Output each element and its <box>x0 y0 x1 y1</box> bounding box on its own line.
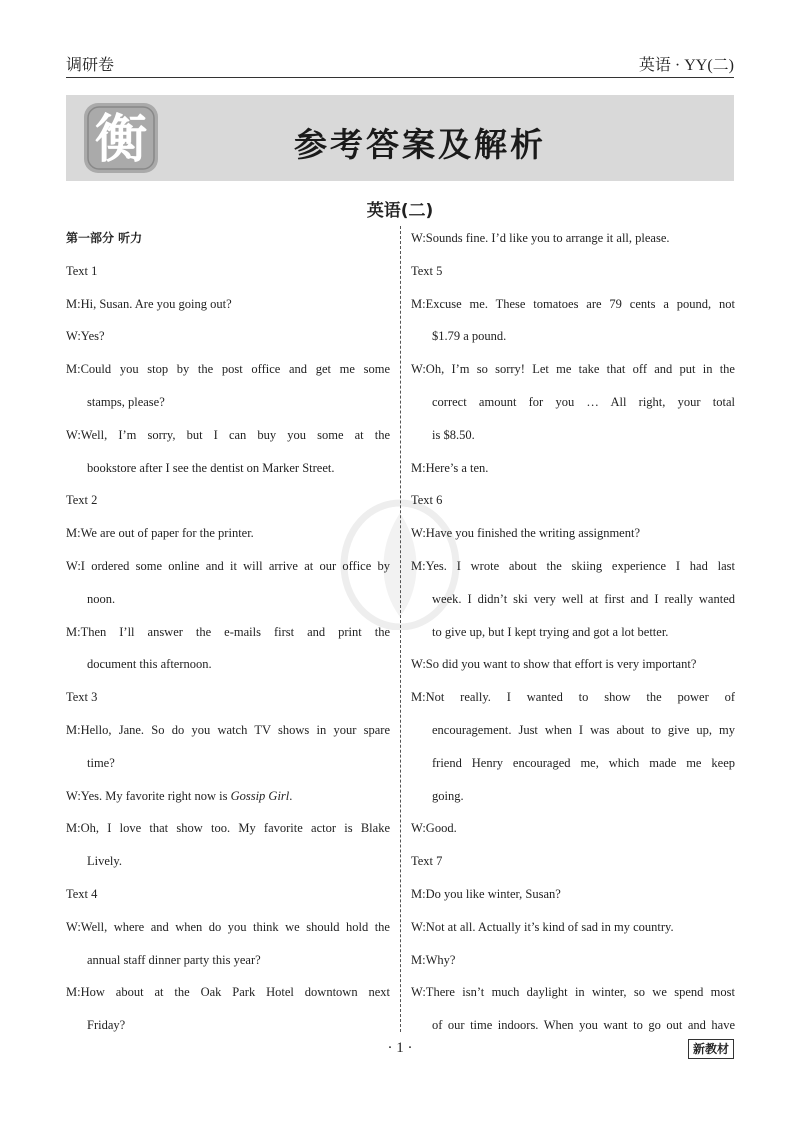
dialogue-line: bookstore after I see the dentist on Marker Street. <box>87 460 335 475</box>
dialogue-line <box>66 782 390 815</box>
dialogue-line: W:Good. <box>411 821 457 836</box>
dialogue-line: M:Then I’ll answer the e-mails first and print the <box>66 624 390 639</box>
dialogue-line: annual staff dinner party this year? <box>87 952 261 967</box>
dialogue-line: W:Well, where and when do you think we should hold the <box>66 919 390 934</box>
page-header <box>66 50 734 78</box>
title-banner <box>66 95 734 181</box>
svg-text:衡: 衡 <box>94 109 148 170</box>
dialogue-line: W:Oh, I’m so sorry! Let me take that off and put in the <box>411 362 735 377</box>
dialogue-line: going. <box>432 788 464 803</box>
dialogue-line: M:How about at the Oak Park Hotel downtown next <box>66 985 390 1000</box>
document-title: 英语(二) <box>366 201 434 221</box>
dialogue-line: encouragement. Just when I was about to give up, my <box>432 722 735 737</box>
dialogue-line: W:So did you want to show that effort is very important? <box>411 657 697 672</box>
dialogue-line: W:Well, I’m sorry, but I can buy you some at the <box>66 427 390 442</box>
text-label: Text 3 <box>66 690 98 705</box>
text-label: Text 5 <box>411 263 443 278</box>
dialogue-line: correct amount for you … All right, your total <box>432 394 735 409</box>
dialogue-line: M:Here’s a ten. <box>411 460 489 475</box>
dialogue-line: of our time indoors. When you want to go out and have <box>432 1018 735 1033</box>
dialogue-line: M:Not really. I wanted to show the power of <box>411 690 735 705</box>
dialogue-line: M:Yes. I wrote about the skiing experience I had last <box>411 558 735 573</box>
header-rule <box>66 77 734 78</box>
dialogue-line: M:Hi, Susan. Are you going out? <box>66 296 232 311</box>
dialogue-line: week. I didn’t ski very well at first and I really wanted <box>432 591 735 606</box>
dialogue-line: is $8.50. <box>432 427 475 442</box>
dialogue-line: W:There isn’t much daylight in winter, so we spend most <box>411 985 735 1000</box>
page-number: · 1 · <box>387 1040 413 1056</box>
dialogue-line: W:Not at all. Actually it’s kind of sad in my country. <box>411 919 674 934</box>
text-label: Text 6 <box>411 493 443 508</box>
header-left: 调研卷 <box>66 57 115 74</box>
dialogue-line: $1.79 a pound. <box>432 329 507 344</box>
left-column <box>66 224 390 1044</box>
banner-title: 参考答案及解析 <box>294 125 546 164</box>
dialogue-line: M:Why? <box>411 952 456 967</box>
text-label: Text 1 <box>66 263 98 278</box>
header-right: 英语 · YY(二) <box>638 57 734 74</box>
dialogue-line: M:Hello, Jane. So do you watch TV shows in your spare <box>66 722 390 737</box>
dialogue-line: document this afternoon. <box>87 657 212 672</box>
dialogue-line: W:Have you finished the writing assignment? <box>411 526 640 541</box>
dialogue-line: M:Do you like winter, Susan? <box>411 886 561 901</box>
show-title: Gossip Girl <box>230 788 290 803</box>
new-textbook-badge: 新教材 <box>688 1039 734 1059</box>
dialogue-line: M:Excuse me. These tomatoes are 79 cents a pound, not <box>411 296 735 311</box>
section-heading: 第一部分 听力 <box>66 231 143 245</box>
dialogue-line: W:I ordered some online and it will arrive at our office by <box>66 558 390 573</box>
dialogue-line: to give up, but I kept trying and got a lot better. <box>432 624 669 639</box>
dialogue-line: noon. <box>87 591 116 606</box>
text-label: Text 4 <box>66 886 98 901</box>
right-column <box>411 224 735 1044</box>
dialogue-line: M:We are out of paper for the printer. <box>66 526 254 541</box>
dialogue-line: Friday? <box>87 1018 126 1033</box>
dialogue-text: W:Yes. My favorite right now is <box>66 788 231 803</box>
dialogue-line: W:Sounds fine. I’d like you to arrange it all, please. <box>411 231 670 245</box>
text-label: Text 2 <box>66 493 98 508</box>
dialogue-line: M:Could you stop by the post office and get me some <box>66 362 390 377</box>
text-label: Text 7 <box>411 854 443 869</box>
dialogue-line: stamps, please? <box>87 394 165 409</box>
dialogue-line: time? <box>87 755 115 770</box>
dialogue-line: Lively. <box>87 854 122 869</box>
column-divider <box>400 226 401 1032</box>
dialogue-line: W:Yes? <box>66 329 105 344</box>
dialogue-line: M:Oh, I love that show too. My favorite actor is Blake <box>66 821 390 836</box>
dialogue-text: . <box>289 788 293 803</box>
dialogue-line: friend Henry encouraged me, which made me keep <box>432 755 735 770</box>
